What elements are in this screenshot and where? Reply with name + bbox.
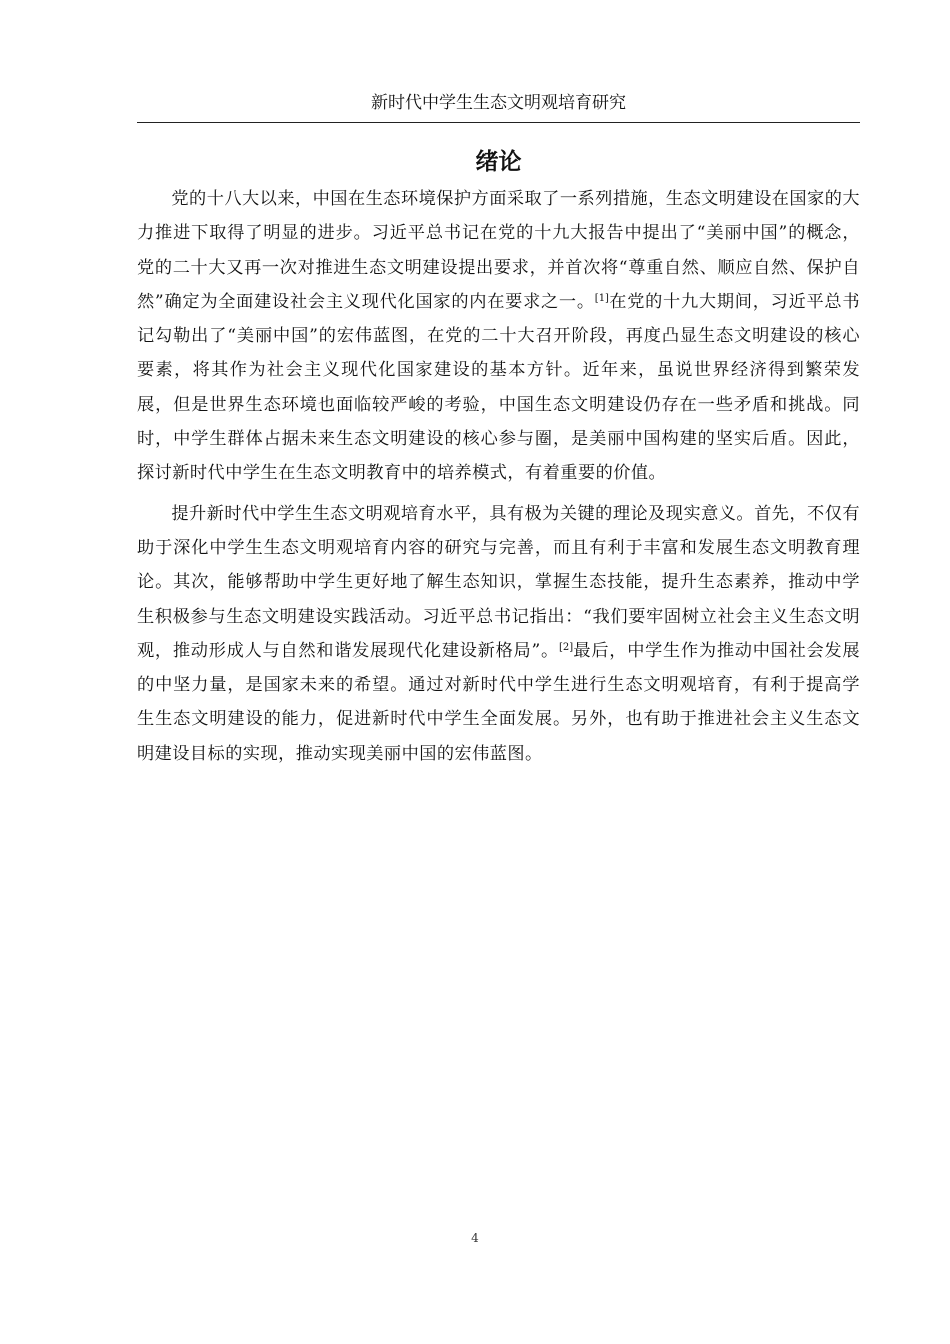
section-title: 绪论 (475, 149, 522, 175)
header-rule (137, 122, 860, 123)
paragraph-1-text-b: 在党的十九大期间，习近平总书记勾勒出了“美丽中国”的宏伟蓝图，在党的二十大召开阶段，再度凸显生态文明建设的核心要素，将其作为社会主义现代化国家建设的基本方针。近年来，虽说世界经济得到繁荣发展，但是世界生态环境也面临较严峻的考验，中国生态文明建设仍存在一些矛盾和挑战。同时，中学生群体占据未来生态文明建设的核心参与圈，是美丽中国构建的坚实后盾。因此，探讨新时代中学生在生态文明教育中的培养模式，有着重要的价值。 (137, 291, 860, 484)
citation-1: [1] (594, 292, 609, 304)
paragraph-2-text-b: 最后，中学生作为推动中国社会发展的中坚力量，是国家未来的希望。通过对新时代中学生进行生态文明观培育，有利于提高学生生态文明建设的能力，促进新时代中学生全面发展。另外，也有助于推进社会主义生态文明建设目标的实现，推动实现美丽中国的宏伟蓝图。 (137, 640, 860, 764)
page-number: 4 (471, 1231, 479, 1245)
body-text (137, 182, 860, 777)
paragraph-1 (137, 182, 860, 491)
running-header-title: 新时代中学生生态文明观培育研究 (371, 93, 626, 113)
citation-2: [2] (558, 641, 574, 653)
paragraph-2-text-a: 提升新时代中学生生态文明观培育水平，具有极为关键的理论及现实意义。首先，不仅有助于深化中学生生态文明观培育内容的研究与完善，而且有利于丰富和发展生态文明教育理论。其次，能够帮助中学生更好地了解生态知识，掌握生态技能，提升生态素养，推动中学生积极参与生态文明建设实践活动。习近平总书记指出：“我们要牢固树立社会主义生态文明观，推动形成人与自然和谐发展现代化建设新格局”。 (137, 503, 860, 661)
paragraph-1-text-a: 党的十八大以来，中国在生态环境保护方面采取了一系列措施，生态文明建设在国家的大力推进下取得了明显的进步。习近平总书记在党的十九大报告中提出了“美丽中国”的概念，党的二十大又再一次对推进生态文明建设提出要求，并首次将“尊重自然、顺应自然、保护自然”确定为全面建设社会主义现代化国家的内在要求之一。 (137, 189, 860, 312)
paragraph-2 (137, 497, 860, 771)
